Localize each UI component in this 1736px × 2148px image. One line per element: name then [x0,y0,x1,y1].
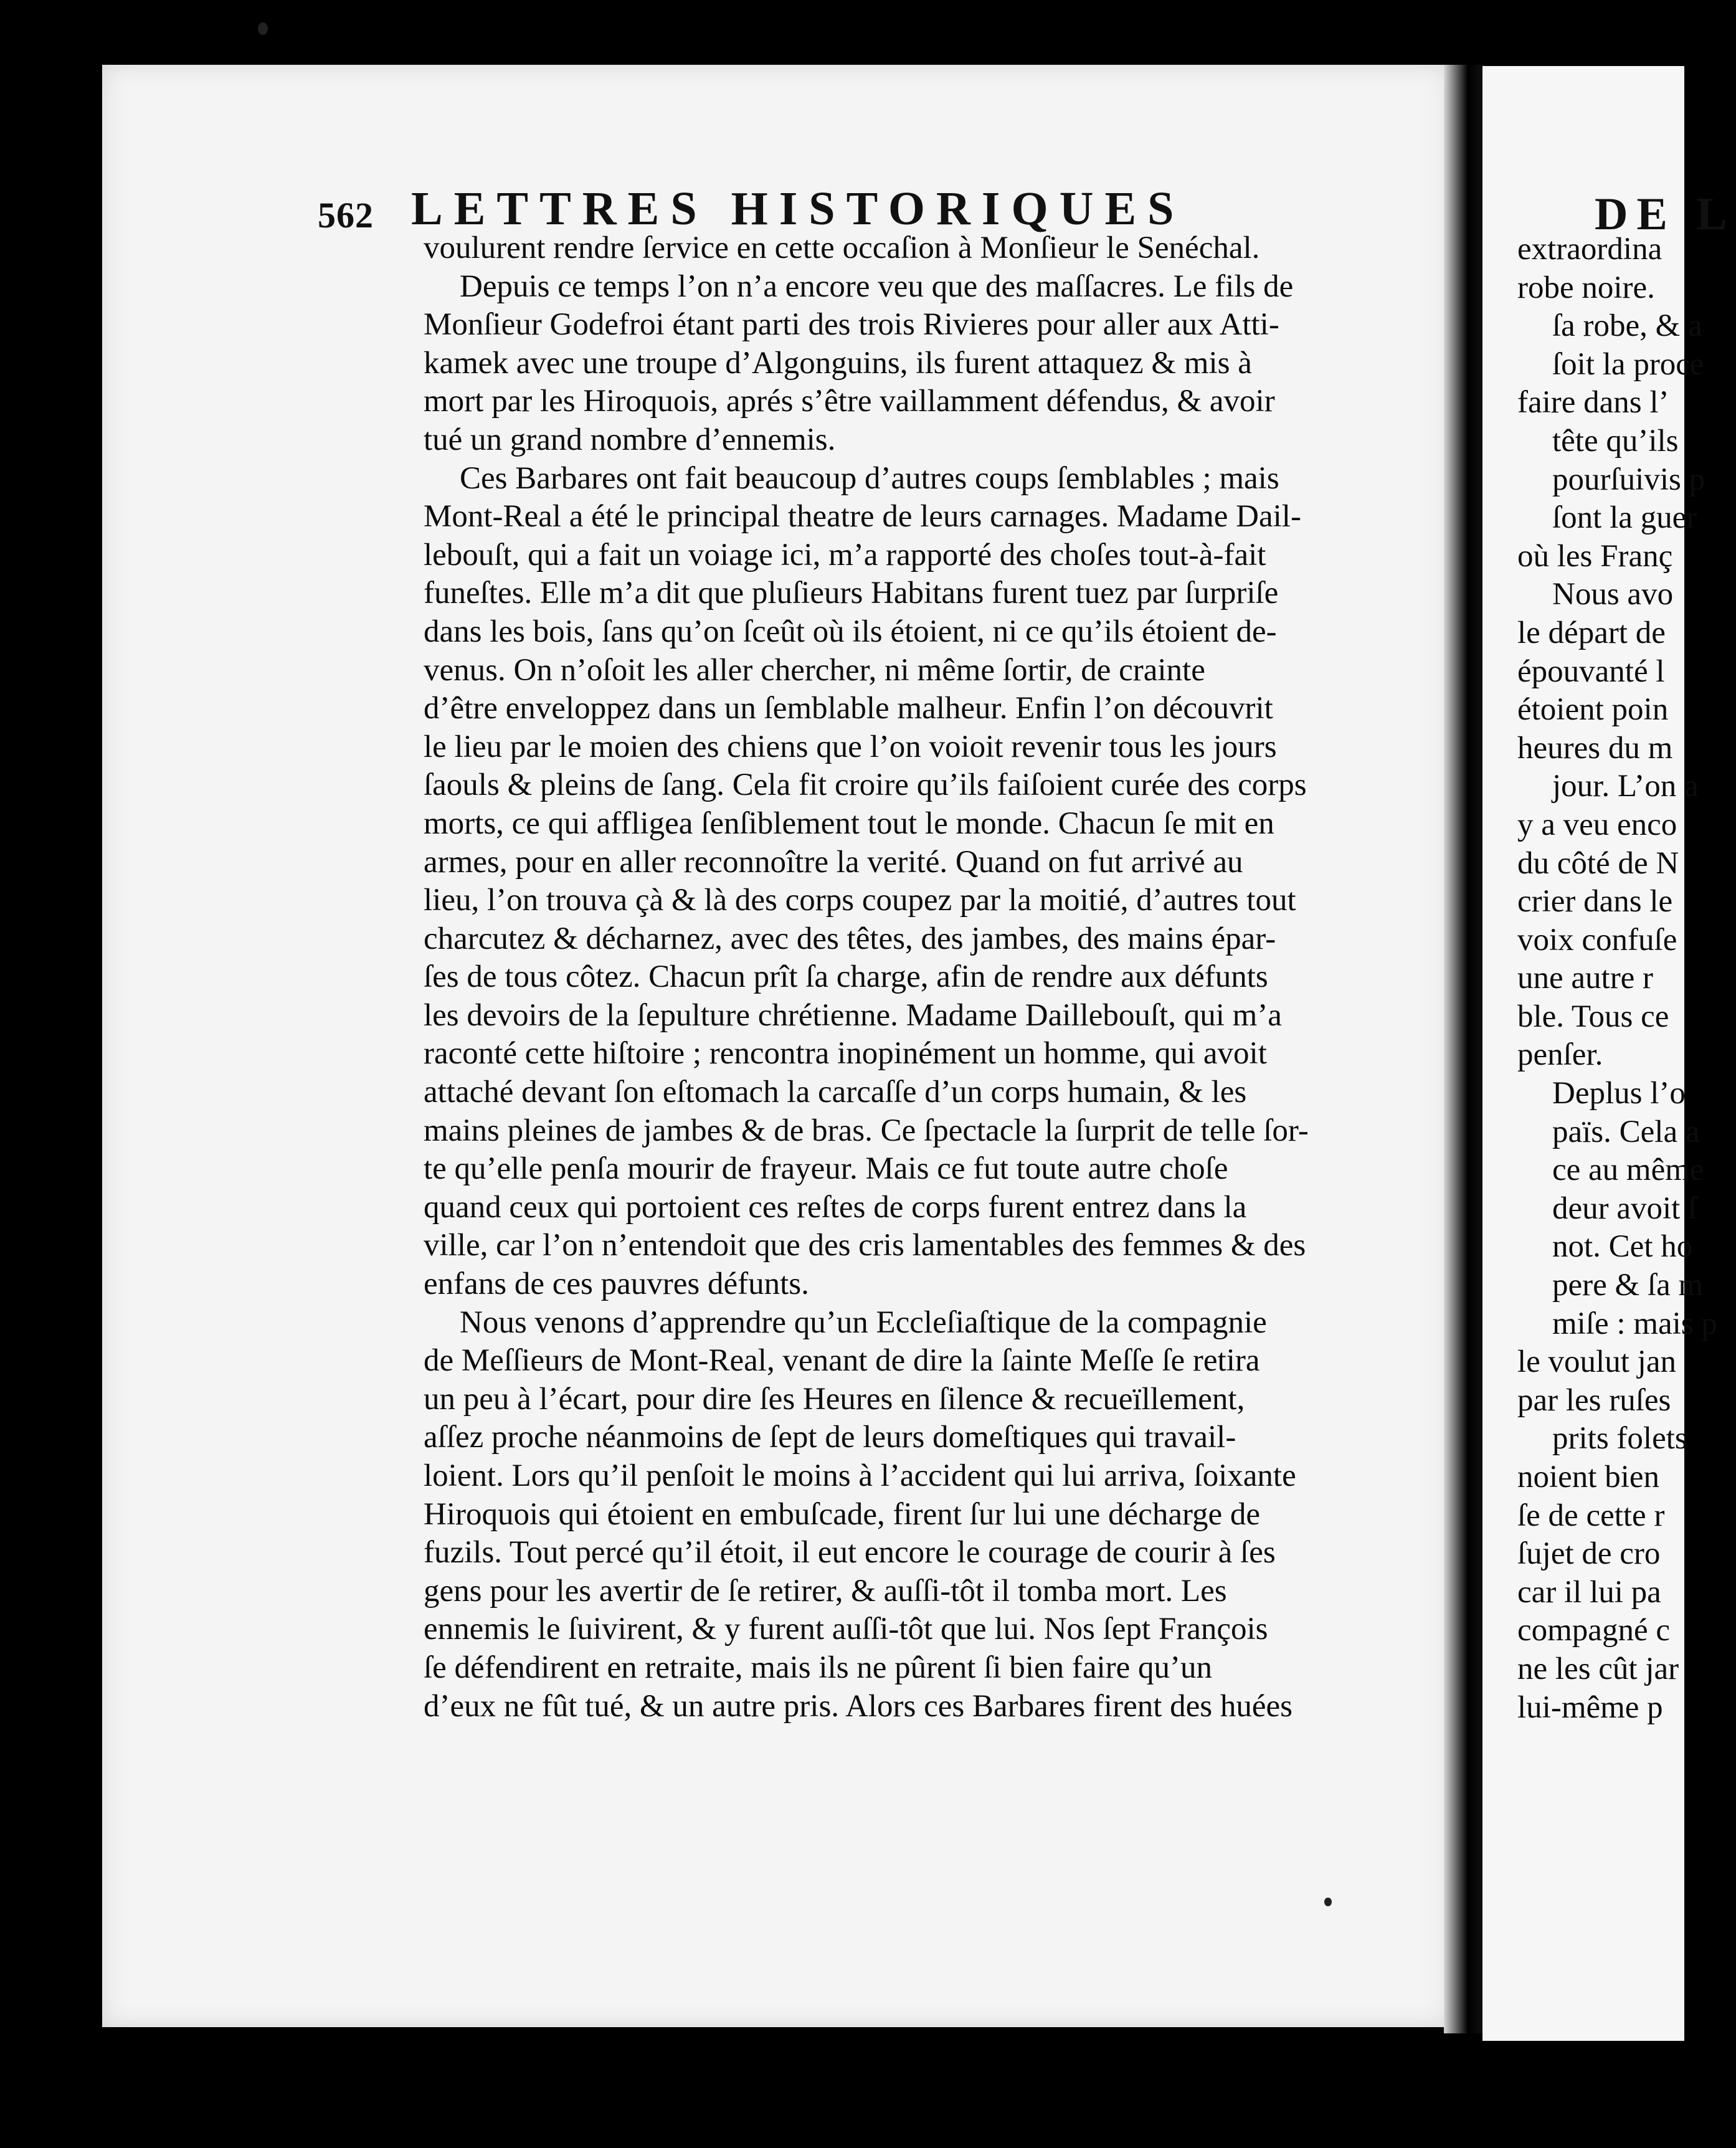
right-text-line: pourſuivis p [1552,462,1705,497]
right-text-line: ce au même [1552,1152,1704,1188]
right-text-line: extraordina [1517,232,1662,267]
left-text-line: loient. Lors qu’il penſoit le moins à l’accident qui lui arriva, ſoixante [424,1458,1296,1493]
right-text-line: noient bien [1517,1460,1660,1495]
left-text-line: ſaouls & pleins de ſang. Cela fit croire qu’ils faiſoient curée des corps [424,767,1307,803]
main-text-block [424,229,1420,1726]
right-text-line: pere & ſa m [1552,1268,1704,1303]
right-text-line: ſujet de cro [1517,1536,1661,1572]
left-text-line: tué un grand nombre d’ennemis. [424,422,836,457]
right-text-line: ſa robe, & a [1552,308,1702,344]
left-text-line: voulurent rendre ſervice en cette occaſion à Monſieur le Senéchal. [424,230,1260,265]
right-text-line: prits folets [1552,1421,1687,1457]
right-text-line: deur avoit ſ [1552,1190,1697,1226]
right-text-line: heures du m [1517,730,1673,766]
page-number: 562 [318,195,374,235]
page-gutter [1444,65,1484,2033]
right-text-block [1517,230,1717,1727]
left-text-line: d’être enveloppez dans un ſemblable malheur. Enfin l’on découvrit [424,691,1273,726]
left-text-line: raconté cette hiſtoire ; rencontra inopinément un homme, qui avoit [424,1036,1267,1072]
left-text-line: morts, ce qui affligea ſenſiblement tout le monde. Chacun ſe mit en [424,806,1274,841]
left-text-line: mains pleines de jambes & de bras. Ce ſpectacle la ſurprit de telle ſor- [424,1113,1309,1148]
left-text-line: quand ceux qui portoient ces reſtes de corps furent entrez dans la [424,1189,1247,1225]
running-title: LETTRES HISTORIQUES [411,183,1185,235]
left-text-line: de Meſſieurs de Mont-Real, venant de dire la ſainte Meſſe ſe retira [424,1343,1260,1379]
right-page-fragment [1482,66,1736,2041]
right-running-title: DE L [1595,189,1736,240]
left-text-line: ſe défendirent en retraite, mais ils ne pûrent ſi bien faire qu’un [424,1650,1213,1685]
right-text-line: miſe : mais p [1552,1306,1717,1341]
left-text-line: charcutez & décharnez, avec des têtes, des jambes, des mains épar- [424,921,1276,956]
left-text-line: Hiroquois qui étoient en embuſcade, firent ſur lui une décharge de [424,1496,1261,1532]
right-text-line: crier dans le [1517,884,1673,920]
right-text-line: ſont la guer [1552,500,1697,536]
right-text-line: compagné c [1517,1613,1670,1648]
left-text-line: d’eux ne fût tué, & un autre pris. Alors ces Barbares firent des huées [424,1688,1293,1724]
left-text-line: funeſtes. Elle m’a dit que pluſieurs Habitans furent tuez par ſurpriſe [424,576,1279,611]
left-text-line: Mont-Real a été le principal theatre de leurs carnages. Madame Dail- [424,499,1301,535]
left-text-line: ſes de tous côtez. Chacun prît ſa charge, afin de rendre aux défunts [424,959,1268,995]
right-text-line: où les Franç [1517,538,1673,574]
right-text-line: étoient poin [1517,692,1669,728]
left-text-line: le lieu par le moien des chiens que l’on voioit revenir tous les jours [424,729,1277,764]
right-text-line: tête qu’ils [1552,423,1679,459]
right-text-line: not. Cet ho [1552,1229,1693,1265]
right-text-line: car il lui pa [1517,1574,1661,1610]
right-text-line: Deplus l’o [1552,1076,1686,1111]
right-text-line: Nous avo [1552,577,1674,612]
left-text-line: armes, pour en aller reconnoître la verité. Quand on fut arrivé au [424,844,1243,880]
left-text-line: aſſez proche néanmoins de ſept de leurs domeſtiques qui travail- [424,1420,1236,1455]
right-text-line: le départ de [1517,615,1666,650]
right-text-line: voix confuſe [1517,922,1677,958]
right-text-line: y a veu enco [1517,807,1677,842]
right-text-line: robe noire. [1517,270,1655,305]
left-text-line: venus. On n’oſoit les aller chercher, ni même ſortir, de crainte [424,652,1205,688]
left-text-line: lieu, l’on trouva çà & là des corps coupez par la moitié, d’autres tout [424,883,1296,918]
ink-speck [1324,1898,1332,1906]
left-text-line: gens pour les avertir de ſe retirer, & auſſi-tôt il tomba mort. Les [424,1573,1227,1609]
right-text-line: penſer. [1517,1037,1603,1073]
left-text-line: les devoirs de la ſepulture chrétienne. Madame Daillebouſt, qui m’a [424,997,1282,1033]
right-text-line: une autre r [1517,961,1654,996]
right-text-line: ble. Tous ce [1517,999,1669,1034]
left-text-line: enfans de ces pauvres défunts. [424,1266,809,1302]
ink-speck [258,22,268,35]
left-text-line: Nous venons d’apprendre qu’un Eccleſiaſtique de la compagnie [460,1304,1267,1340]
left-text-line: mort par les Hiroquois, aprés s’être vaillamment défendus, & avoir [424,384,1275,419]
right-text-line: épouvanté l [1517,653,1665,689]
left-text-line: ennemis le ſuivirent, & y furent auſſi-tôt que lui. Nos ſept François [424,1612,1268,1647]
left-text-line: ville, car l’on n’entendoit que des cris lamentables des femmes & des [424,1228,1306,1263]
right-text-line: lui-même p [1517,1689,1663,1725]
left-text-line: fuzils. Tout percé qu’il étoit, il eut encore le courage de courir à ſes [424,1535,1276,1571]
right-text-line: ne les cût jar [1517,1651,1679,1686]
left-text-line: attaché devant ſon eſtomach la carcaſſe d’un corps humain, & les [424,1075,1247,1110]
right-text-line: par les ruſes [1517,1382,1671,1418]
right-text-line: du côté de N [1517,845,1679,881]
right-text-line: ſe de cette r [1517,1498,1665,1533]
left-text-line: kamek avec une troupe d’Algonguins, ils furent attaquez & mis à [424,345,1252,381]
left-text-line: lebouſt, qui a fait un voiage ici, m’a rapporté des choſes tout-à-fait [424,537,1266,573]
left-text-line: Monſieur Godefroi étant parti des trois Rivieres pour aller aux Atti- [424,307,1279,343]
right-text-line: ſoit la proce [1552,346,1704,382]
right-text-line: le voulut jan [1517,1344,1676,1380]
left-text-line: un peu à l’écart, pour dire ſes Heures en ſilence & recueïllement, [424,1381,1245,1417]
right-text-line: païs. Cela a [1552,1114,1700,1149]
left-text-line: dans les bois, ſans qu’on ſceût où ils étoient, ni ce qu’ils étoient de- [424,614,1277,649]
right-text-line: jour. L’on a [1552,769,1699,804]
right-text-line: faire dans l’ [1517,385,1669,421]
left-text-line: te qu’elle penſa mourir de frayeur. Mais ce fut toute autre choſe [424,1151,1228,1187]
left-text-line: Ces Barbares ont fait beaucoup d’autres coups ſemblables ; mais [460,460,1279,496]
left-text-line: Depuis ce temps l’on n’a encore veu que des maſſacres. Le fils de [460,268,1294,304]
